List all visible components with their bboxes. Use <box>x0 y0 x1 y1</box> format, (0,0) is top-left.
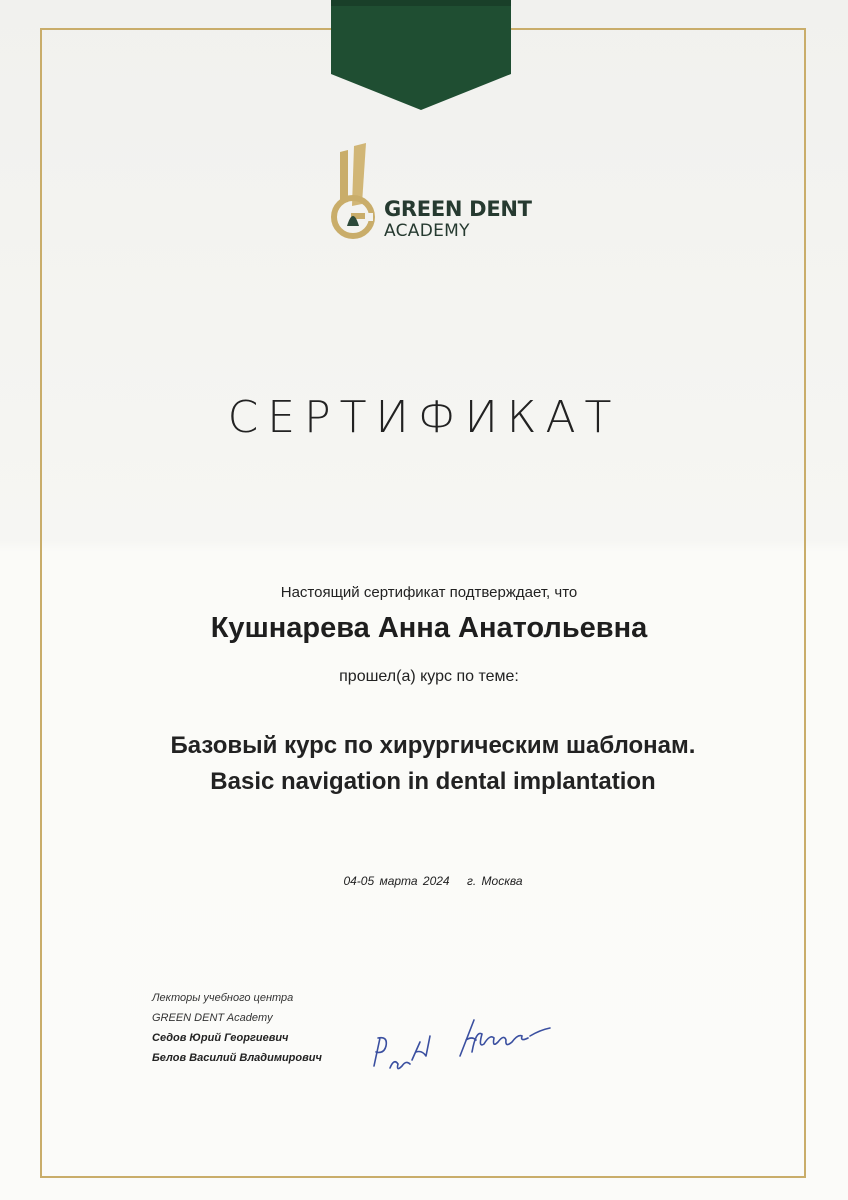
signature-1 <box>374 1036 430 1069</box>
course-city: г. Москва <box>466 874 523 888</box>
lecturers-heading: Лекторы учебного центра <box>152 992 294 1004</box>
course-date: 04-05 марта 2024 <box>343 874 450 888</box>
lecturer-name-2: Белов Василий Владимирович <box>152 1052 322 1064</box>
passed-course-text: прошел(а) курс по теме: <box>339 668 519 685</box>
confirmation-text: Настоящий сертификат подтверждает, что <box>280 584 578 601</box>
signatures <box>360 1008 560 1078</box>
lecturers-block <box>152 988 322 1068</box>
signature-2 <box>460 1020 550 1056</box>
academy-name: GREEN DENT Academy <box>152 1012 273 1024</box>
date-location <box>0 874 848 888</box>
logo-text-green-dent: GREEN DENT <box>384 197 532 221</box>
recipient-name: Кушнарева Анна Анатольевна <box>210 612 648 644</box>
green-ribbon <box>331 0 511 110</box>
logo-text-academy: ACADEMY <box>384 221 470 241</box>
certificate-title: СЕРТИФИКАТ <box>227 392 621 443</box>
course-title: Базовый курс по хирургическим шаблонам. Basic navigation in dental implantation <box>170 732 696 795</box>
lecturer-name-1: Седов Юрий Георгиевич <box>152 1032 289 1044</box>
